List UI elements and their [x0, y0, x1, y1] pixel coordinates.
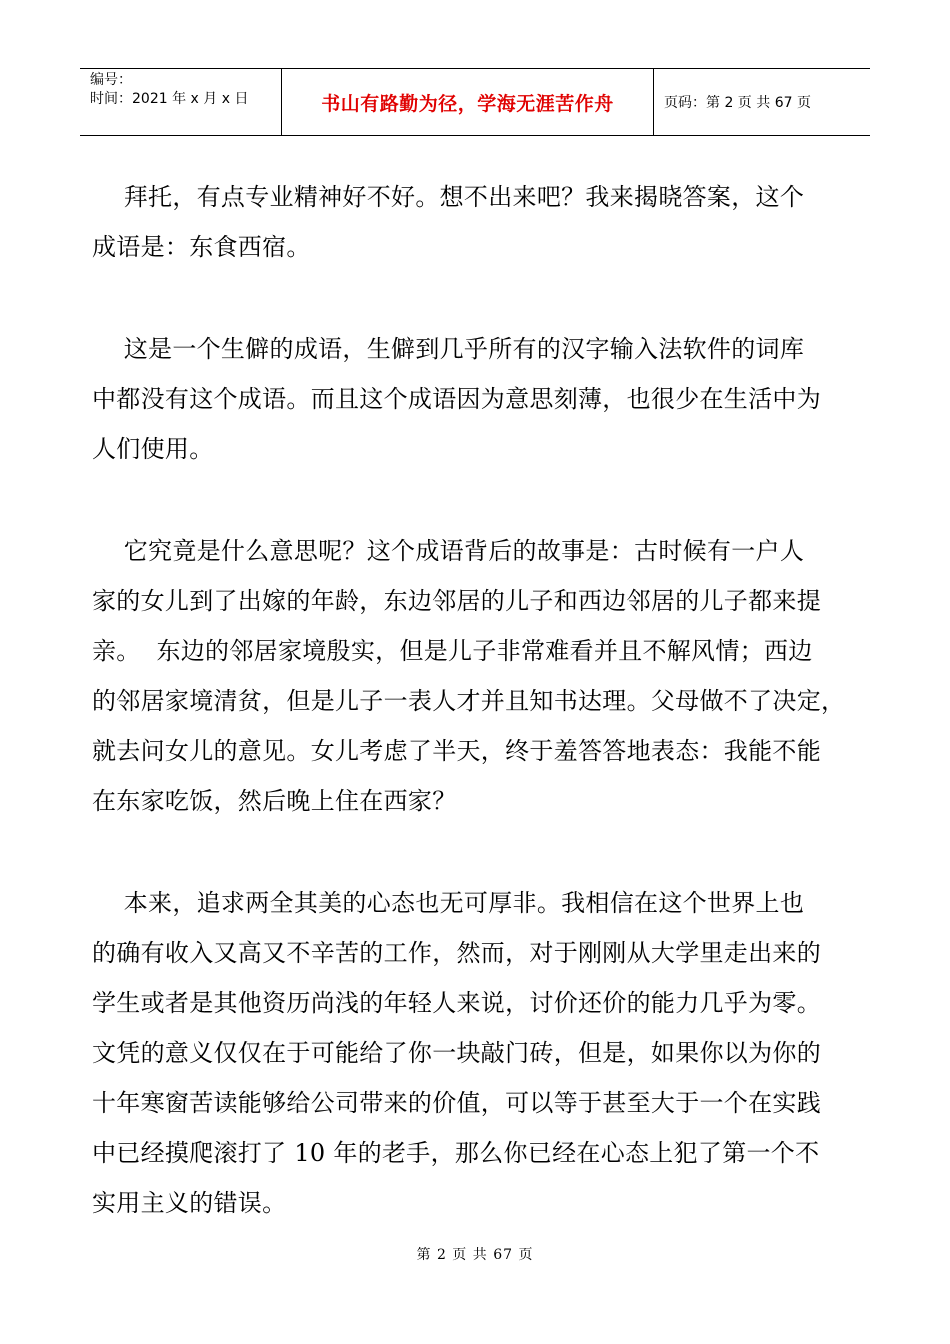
- text-line: 文凭的意义仅仅在于可能给了你一块敲门砖，但是，如果你以为你的: [92, 1039, 821, 1067]
- text-line: 的确有收入又高又不辛苦的工作，然而，对于刚刚从大学里走出来的: [92, 939, 821, 967]
- text-line: 中已经摸爬滚打了 10 年的老手，那么你已经在心态上犯了第一个不: [92, 1139, 820, 1167]
- header-page-info: 页码：第 2 页 共 67 页: [664, 95, 811, 111]
- text-line: 亲。 东边的邻居家境殷实，但是儿子非常难看并且不解风情；西边: [92, 637, 813, 665]
- document-number-label: 编号：: [90, 72, 132, 88]
- text-line: 家的女儿到了出嫁的年龄，东边邻居的儿子和西边邻居的儿子都来提: [92, 587, 821, 615]
- header-meta: [80, 69, 282, 135]
- text-line: 学生或者是其他资历尚浅的年轻人来说，讨价还价的能力几乎为零。: [92, 989, 821, 1017]
- text-line: 的邻居家境清贫，但是儿子一表人才并且知书达理。父母做不了决定，: [92, 687, 846, 715]
- header-motto: 书山有路勤为径，学海无涯苦作舟: [282, 69, 654, 135]
- paragraph-1: [92, 172, 872, 272]
- text-line: 它究竟是什么意思呢？这个成语背后的故事是：古时候有一户人: [92, 537, 805, 565]
- text-line: 拜托，有点专业精神好不好。想不出来吧？我来揭晓答案，这个: [92, 183, 805, 211]
- text-line: 在东家吃饭，然后晚上住在西家？: [92, 787, 457, 815]
- paragraph-3: [92, 526, 872, 826]
- text-line: 实用主义的错误。: [92, 1189, 287, 1217]
- text-line: 人们使用。: [92, 435, 214, 463]
- document-date: 时间：2021 年 x 月 x 日: [90, 91, 249, 107]
- text-line: 就去问女儿的意见。女儿考虑了半天，终于羞答答地表态：我能不能: [92, 737, 821, 765]
- document-body: [92, 172, 872, 1280]
- text-line: 本来，追求两全其美的心态也无可厚非。我相信在这个世界上也: [92, 889, 805, 917]
- page-footer-number: 第 2 页 共 67 页: [416, 1247, 534, 1263]
- page-header: [80, 68, 870, 136]
- paragraph-4: [92, 878, 872, 1228]
- text-line: 成语是：东食西宿。: [92, 233, 311, 261]
- paragraph-2: [92, 324, 872, 474]
- text-line: 中都没有这个成语。而且这个成语因为意思刻薄，也很少在生活中为: [92, 385, 821, 413]
- text-line: 十年寒窗苦读能够给公司带来的价值，可以等于甚至大于一个在实践: [92, 1089, 821, 1117]
- text-line: 这是一个生僻的成语，生僻到几乎所有的汉字输入法软件的词库: [92, 335, 805, 363]
